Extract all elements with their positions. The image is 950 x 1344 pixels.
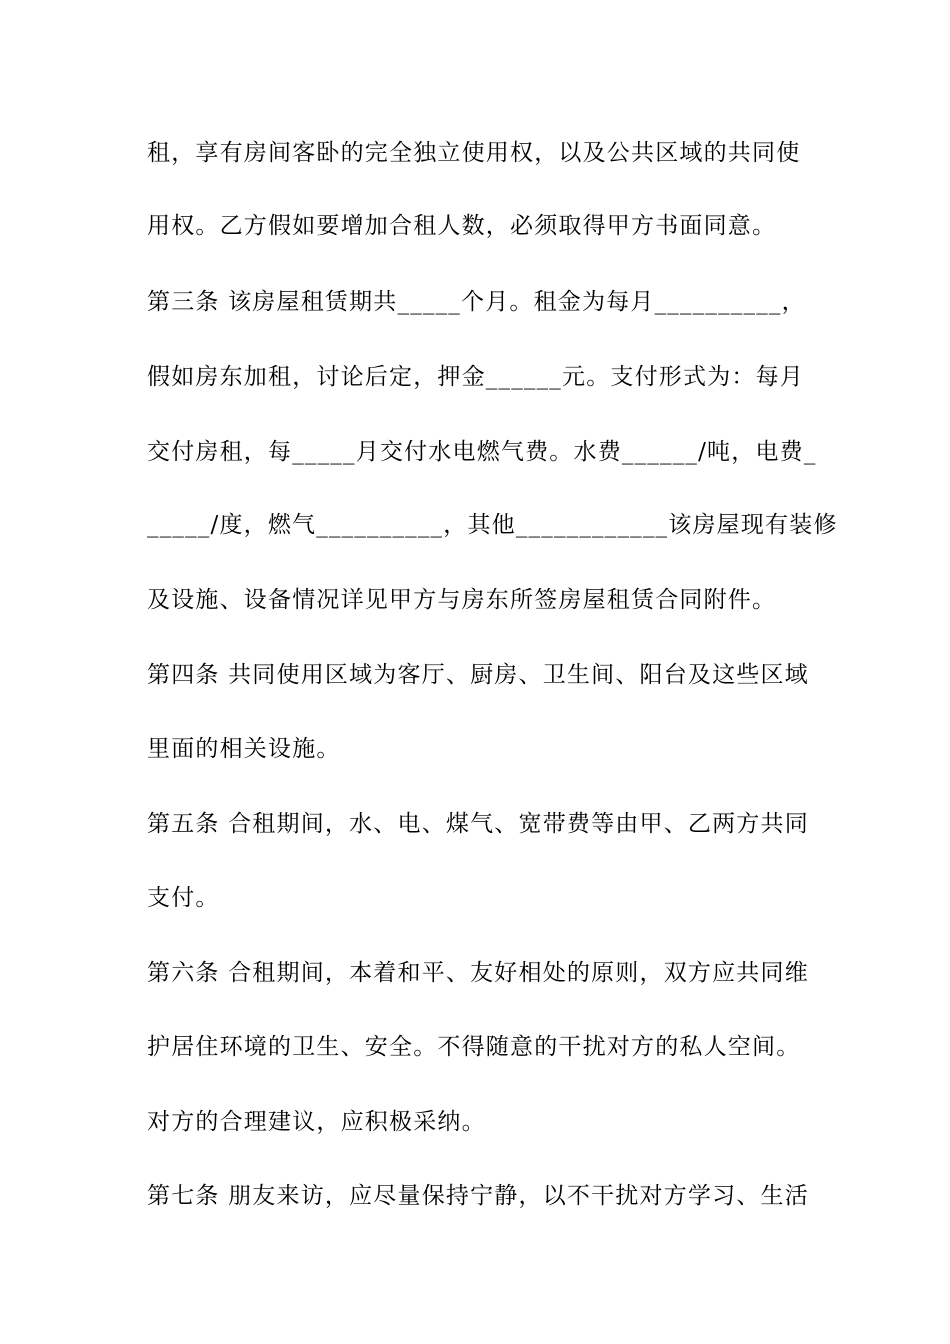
text-line-2: 用权。乙方假如要增加合租人数，必须取得甲方书面同意。 <box>147 213 777 239</box>
text-line-12: 第六条 合租期间，本着和平、友好相处的原则，双方应共同维 <box>147 960 809 986</box>
text-line-14: 对方的合理建议，应积极采纳。 <box>147 1109 486 1135</box>
text-line-4: 假如房东加租，讨论后定，押金______元。支付形式为：每月 <box>147 364 804 390</box>
text-line-3: 第三条 该房屋租赁期共_____个月。租金为每月__________， <box>147 289 806 315</box>
text-line-13: 护居住环境的卫生、安全。不得随意的干扰对方的私人空间。 <box>147 1034 801 1060</box>
text-line-5: 交付房租，每_____月交付水电燃气费。水费______/吨，电费_ <box>147 439 817 465</box>
text-line-11: 支付。 <box>147 885 220 911</box>
text-line-1: 租，享有房间客卧的完全独立使用权，以及公共区域的共同使 <box>147 140 801 166</box>
text-line-7: 及设施、设备情况详见甲方与房东所签房屋租赁合同附件。 <box>147 587 777 613</box>
text-line-6: _____/度，燃气__________，其他____________该房屋现有装修 <box>147 512 838 538</box>
text-line-8: 第四条 共同使用区域为客厅、厨房、卫生间、阳台及这些区域 <box>147 662 809 688</box>
text-line-15: 第七条 朋友来访，应尽量保持宁静，以不干扰对方学习、生活 <box>147 1183 809 1209</box>
text-line-10: 第五条 合租期间，水、电、煤气、宽带费等由甲、乙两方共同 <box>147 811 809 837</box>
text-line-9: 里面的相关设施。 <box>147 736 341 762</box>
